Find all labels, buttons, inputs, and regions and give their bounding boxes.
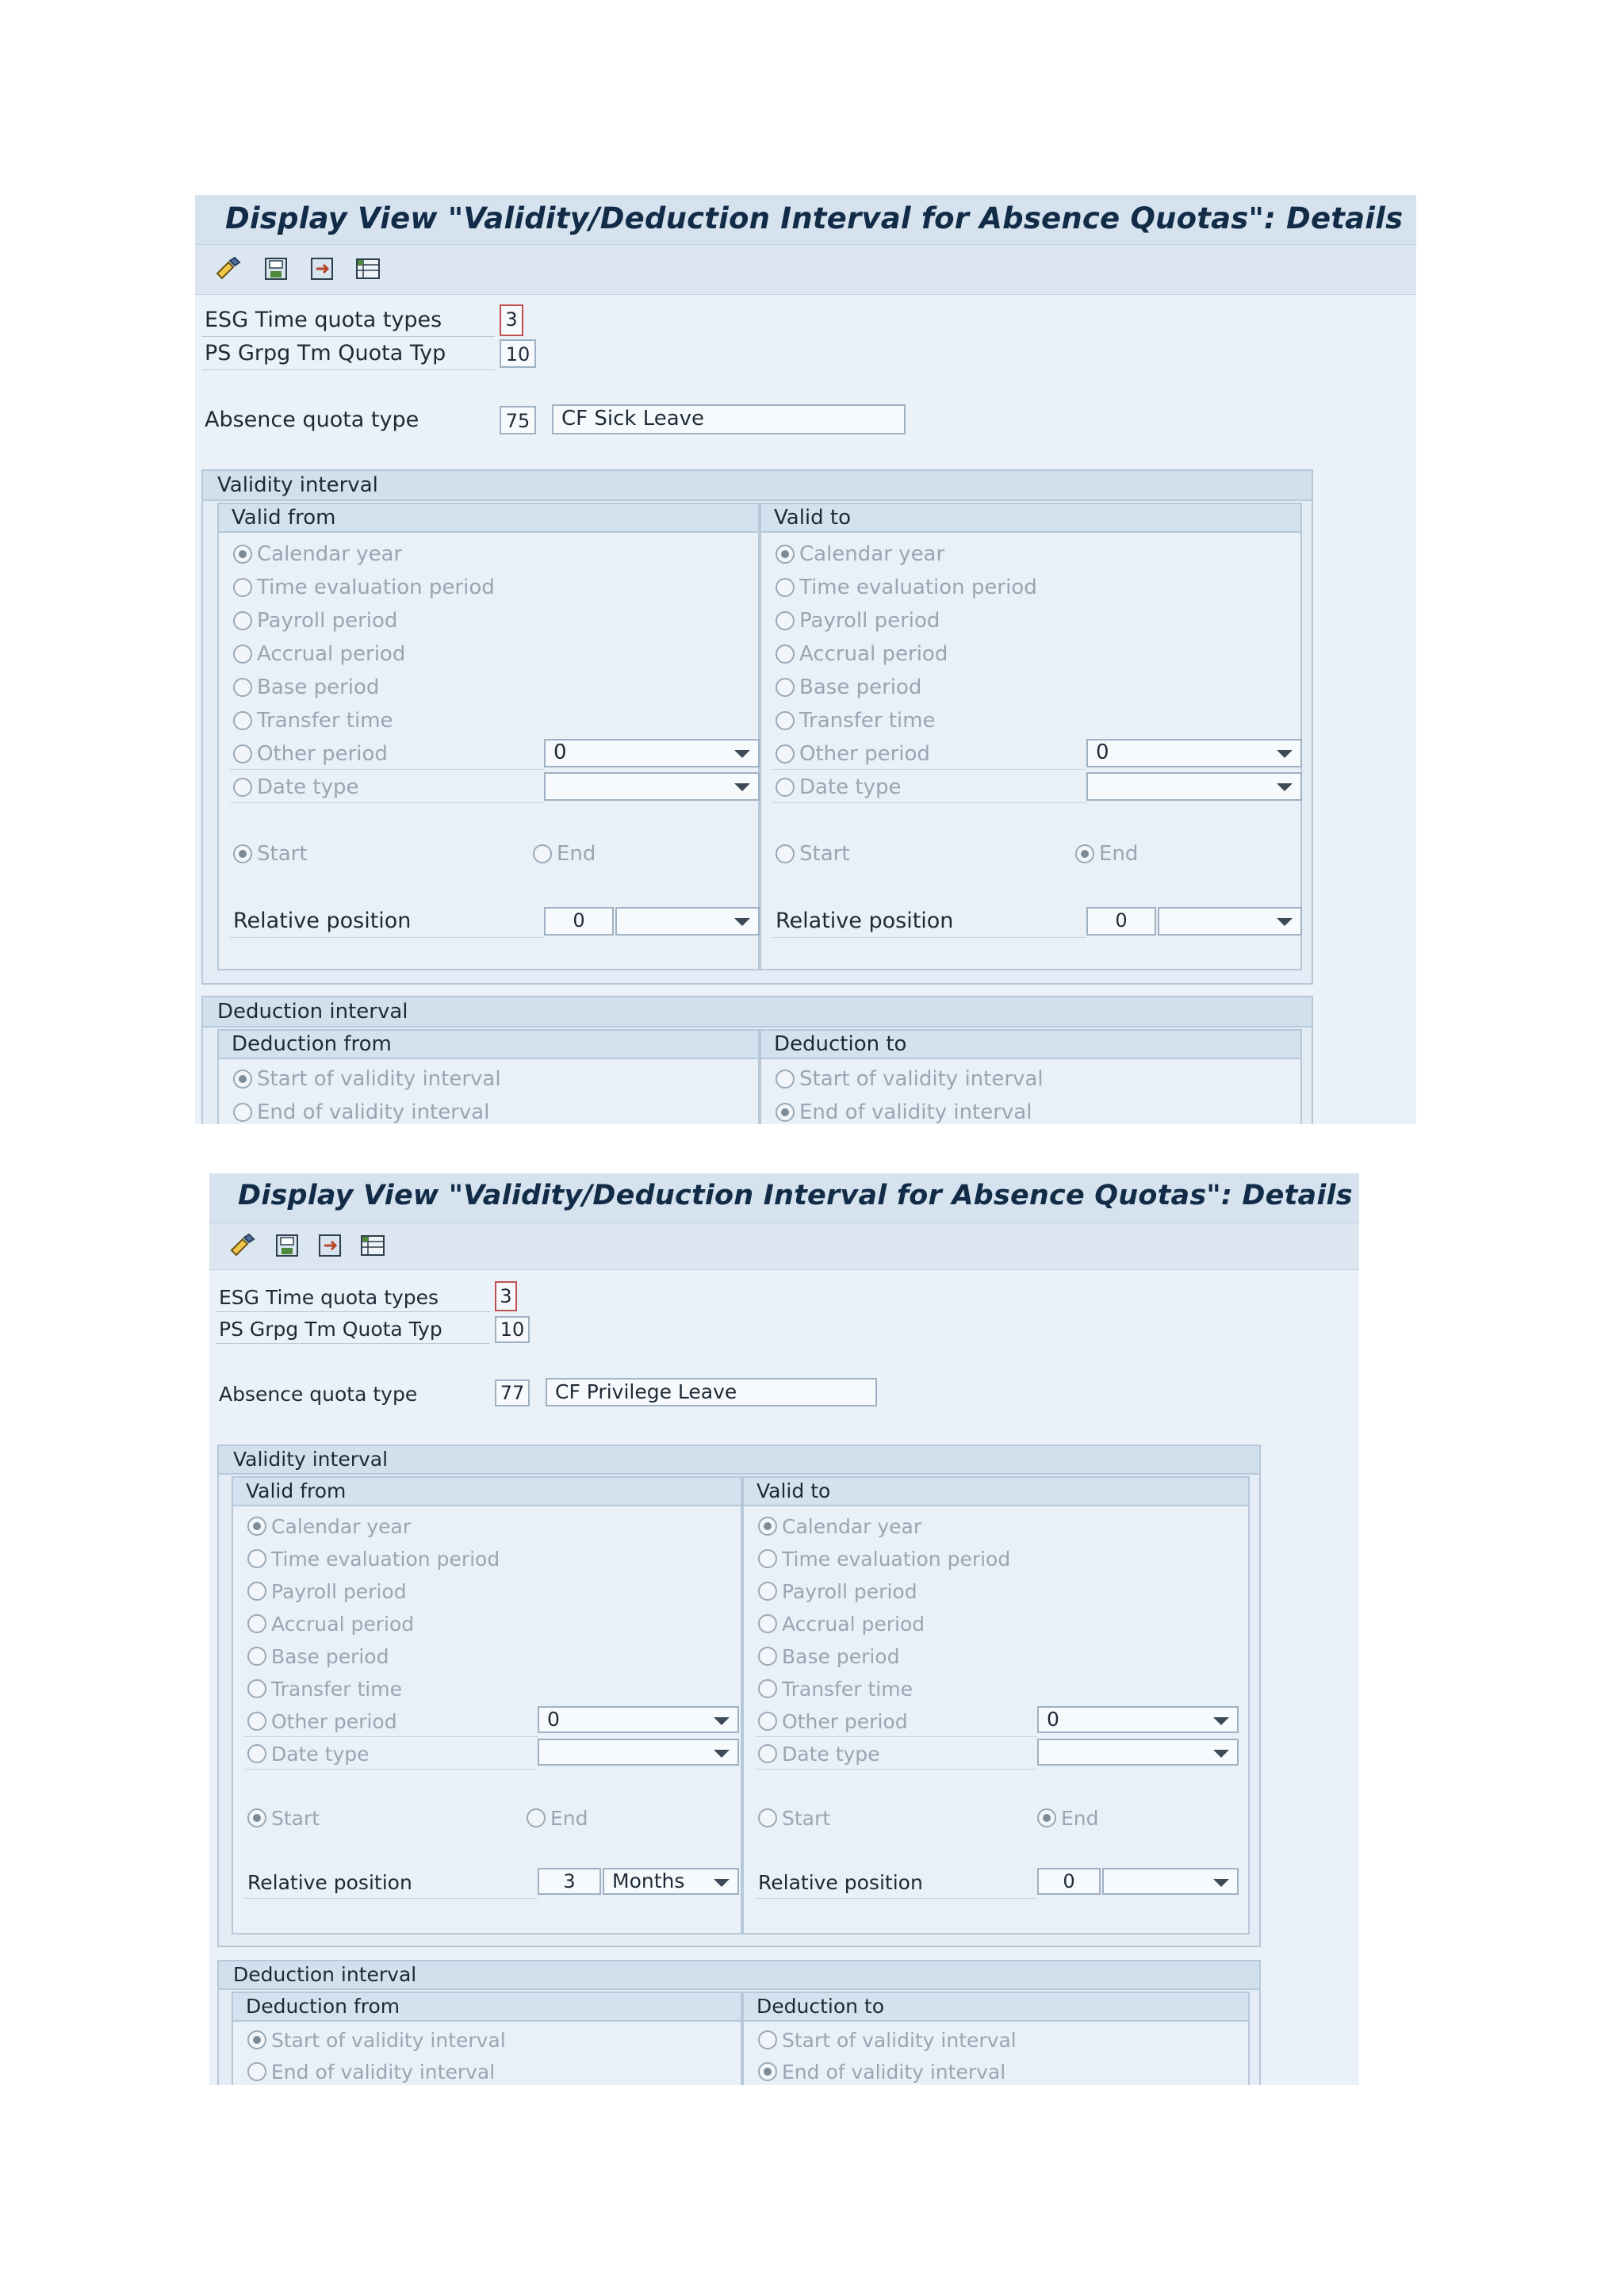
- radio-icon[interactable]: [758, 1614, 777, 1633]
- valid-to-relative-label: Relative position: [758, 1871, 923, 1894]
- chevron-down-icon: [1277, 783, 1293, 791]
- absence-quota-text: CF Privilege Leave: [546, 1378, 877, 1406]
- deduction-from-section: [217, 1029, 760, 1124]
- option-label: Start: [782, 1806, 831, 1830]
- option-label: End: [1061, 1806, 1099, 1830]
- deduction-to-start[interactable]: [758, 2026, 1017, 2053]
- divider: [755, 1736, 1037, 1737]
- radio-icon[interactable]: [776, 844, 795, 863]
- valid-to-other-period-select[interactable]: [1086, 739, 1302, 767]
- divider: [216, 1343, 490, 1344]
- radio-icon[interactable]: [233, 1070, 252, 1089]
- radio-icon[interactable]: [776, 578, 795, 597]
- radio-icon[interactable]: [758, 1647, 777, 1666]
- valid-from-relative-label: Relative position: [233, 909, 412, 933]
- divider: [244, 1769, 538, 1770]
- absence-quota-label: Absence quota type: [205, 408, 419, 432]
- chevron-down-icon: [734, 783, 750, 791]
- divider: [230, 769, 544, 770]
- option-label: Date type: [782, 1742, 880, 1766]
- radio-icon[interactable]: [527, 1808, 546, 1827]
- radio-icon[interactable]: [233, 1103, 252, 1122]
- psgrpg-label: PS Grpg Tm Quota Typ: [205, 341, 446, 365]
- radio-icon[interactable]: [247, 1679, 266, 1698]
- radio-icon[interactable]: [233, 545, 252, 564]
- valid-from-end[interactable]: [533, 840, 596, 867]
- select-value: 0: [1047, 1708, 1059, 1731]
- divider: [201, 336, 495, 337]
- absence-quota-text: CF Sick Leave: [552, 404, 906, 434]
- valid-from-relative-unit[interactable]: [603, 1868, 739, 1895]
- valid-to-relative-value[interactable]: 0: [1086, 907, 1156, 936]
- divider: [230, 802, 544, 803]
- valid-to-start[interactable]: [758, 1804, 830, 1831]
- radio-icon[interactable]: [247, 1582, 266, 1601]
- radio-icon[interactable]: [233, 645, 252, 664]
- deduction-from-start[interactable]: [247, 2026, 506, 2053]
- radio-icon[interactable]: [233, 711, 252, 730]
- radio-icon[interactable]: [247, 1549, 266, 1568]
- radio-icon[interactable]: [1075, 844, 1094, 863]
- option-label: Accrual period: [799, 642, 948, 666]
- radio-icon[interactable]: [758, 1808, 777, 1827]
- radio-icon[interactable]: [247, 1808, 266, 1827]
- divider: [755, 1898, 1037, 1899]
- valid-to-relative-unit[interactable]: [1158, 907, 1302, 936]
- option-label: End: [1099, 842, 1139, 866]
- deduction-to-section: [760, 1029, 1302, 1124]
- valid-from-header: Valid from: [233, 1478, 741, 1506]
- option-label: Date type: [271, 1742, 370, 1766]
- radio-icon[interactable]: [233, 678, 252, 697]
- valid-to-relative-unit[interactable]: [1102, 1868, 1239, 1895]
- deduction-from-end[interactable]: [233, 1099, 489, 1124]
- radio-icon[interactable]: [247, 1614, 266, 1633]
- option-label: Start of validity interval: [271, 2028, 506, 2052]
- option-label: Time evaluation period: [271, 1547, 500, 1571]
- option-label: Payroll period: [799, 609, 940, 633]
- option-label: Date type: [257, 775, 359, 799]
- valid-from-relative-value[interactable]: 3: [538, 1868, 601, 1895]
- export-icon[interactable]: [308, 254, 336, 283]
- deduction-to-end[interactable]: [776, 1099, 1032, 1124]
- valid-from-time-eval[interactable]: [233, 574, 495, 601]
- valid-to-date-type[interactable]: [758, 1740, 880, 1767]
- deduction-to-header: Deduction to: [744, 1993, 1248, 2022]
- valid-to-time-eval[interactable]: [758, 1545, 1010, 1572]
- chevron-down-icon: [714, 1750, 730, 1758]
- valid-from-header: Valid from: [219, 504, 758, 533]
- valid-to-other-period-select[interactable]: [1037, 1706, 1239, 1733]
- option-label: End: [557, 842, 596, 866]
- radio-icon[interactable]: [776, 778, 795, 797]
- radio-icon[interactable]: [233, 744, 252, 763]
- esg-label: ESG Time quota types: [219, 1286, 439, 1309]
- option-label: End: [550, 1806, 588, 1830]
- select-value: Months: [612, 1869, 685, 1892]
- radio-icon[interactable]: [758, 1582, 777, 1601]
- valid-from-base[interactable]: [247, 1643, 389, 1670]
- option-label: Transfer time: [799, 709, 936, 733]
- radio-icon[interactable]: [533, 844, 552, 863]
- option-label: Base period: [271, 1644, 389, 1668]
- chevron-down-icon: [714, 1879, 730, 1887]
- radio-icon[interactable]: [758, 1517, 777, 1536]
- valid-from-other-period[interactable]: [233, 740, 388, 767]
- deduction-from-end[interactable]: [247, 2058, 495, 2085]
- validity-interval-group: [201, 469, 1313, 985]
- option-label: Base period: [257, 675, 380, 699]
- chevron-down-icon: [714, 1717, 730, 1725]
- valid-to-payroll[interactable]: [758, 1578, 917, 1605]
- radio-icon[interactable]: [233, 778, 252, 797]
- radio-icon[interactable]: [758, 1679, 777, 1698]
- deduction-to-end[interactable]: [758, 2058, 1005, 2085]
- valid-to-payroll[interactable]: [776, 607, 940, 634]
- divider: [244, 1736, 538, 1737]
- valid-from-base[interactable]: [233, 674, 379, 701]
- absence-quota-label: Absence quota type: [219, 1383, 418, 1406]
- radio-icon[interactable]: [776, 645, 795, 664]
- option-label: Calendar year: [782, 1514, 922, 1538]
- valid-from-calendar-year[interactable]: [233, 541, 402, 568]
- psgrpg-input[interactable]: 10: [500, 339, 536, 368]
- valid-to-calendar-year[interactable]: [758, 1513, 921, 1540]
- radio-icon[interactable]: [233, 611, 252, 630]
- deduction-from-header: Deduction from: [219, 1031, 758, 1059]
- valid-from-date-type[interactable]: [247, 1740, 370, 1767]
- select-value: 0: [547, 1708, 560, 1731]
- esg-label: ESG Time quota types: [205, 308, 442, 332]
- valid-from-relative-unit[interactable]: [615, 907, 760, 936]
- option-label: Accrual period: [271, 1612, 415, 1636]
- valid-from-date-type[interactable]: [233, 774, 359, 801]
- toolbar: [195, 245, 1416, 295]
- option-label: Start of validity interval: [799, 1067, 1044, 1091]
- page-title: Display View "Validity/Deduction Interval for Absence Quotas": Details: [238, 1180, 1353, 1211]
- export-icon[interactable]: [316, 1231, 344, 1260]
- valid-to-time-eval[interactable]: [776, 574, 1037, 601]
- valid-from-other-period-select[interactable]: [544, 739, 760, 767]
- valid-from-payroll[interactable]: [233, 607, 397, 634]
- validity-interval-group: [217, 1445, 1261, 1947]
- valid-to-base[interactable]: [758, 1643, 899, 1670]
- glasses-pencil-icon[interactable]: [214, 254, 243, 283]
- deduction-from-start[interactable]: [233, 1066, 501, 1093]
- radio-icon[interactable]: [776, 678, 795, 697]
- valid-to-date-type-select[interactable]: [1086, 772, 1302, 801]
- toolbar: [209, 1223, 1359, 1270]
- valid-from-payroll[interactable]: [247, 1578, 407, 1605]
- option-label: Other period: [782, 1709, 908, 1733]
- deduction-to-start[interactable]: [776, 1066, 1044, 1093]
- page-title: Display View "Validity/Deduction Interval for Absence Quotas": Details: [225, 201, 1404, 235]
- valid-from-accrual[interactable]: [233, 641, 405, 668]
- title-bar: [209, 1173, 1359, 1223]
- esg-input[interactable]: 3: [500, 304, 523, 336]
- option-label: Calendar year: [257, 542, 403, 566]
- option-label: Start of validity interval: [257, 1067, 501, 1091]
- divider: [772, 937, 1086, 938]
- option-label: Calendar year: [799, 542, 945, 566]
- valid-from-start[interactable]: [233, 840, 308, 867]
- option-label: End of validity interval: [271, 2060, 496, 2084]
- option-label: Base period: [782, 1644, 900, 1668]
- divider: [230, 937, 544, 938]
- divider: [772, 802, 1086, 803]
- valid-to-relative-value[interactable]: 0: [1037, 1868, 1101, 1895]
- deduction-interval-header: Deduction interval: [219, 1961, 1259, 1990]
- divider: [755, 1769, 1037, 1770]
- chevron-down-icon: [734, 750, 750, 758]
- option-label: Accrual period: [782, 1612, 925, 1636]
- radio-icon[interactable]: [247, 2062, 266, 2081]
- radio-icon[interactable]: [776, 1070, 795, 1089]
- valid-from-time-eval[interactable]: [247, 1545, 500, 1572]
- option-label: End of validity interval: [257, 1100, 490, 1124]
- radio-icon[interactable]: [247, 1517, 266, 1536]
- valid-from-calendar-year[interactable]: [247, 1513, 411, 1540]
- radio-icon[interactable]: [1037, 1808, 1056, 1827]
- table-view-icon[interactable]: [354, 254, 382, 283]
- deduction-to-section: [742, 1992, 1250, 2085]
- divider: [216, 1311, 490, 1312]
- radio-icon[interactable]: [758, 2030, 777, 2049]
- radio-icon[interactable]: [247, 1647, 266, 1666]
- option-label: Start: [271, 1806, 320, 1830]
- title-bar: [195, 195, 1416, 245]
- radio-icon[interactable]: [247, 1712, 266, 1731]
- option-label: Other period: [271, 1709, 397, 1733]
- valid-from-section: [232, 1476, 742, 1934]
- divider: [244, 1898, 538, 1899]
- psgrpg-label: PS Grpg Tm Quota Typ: [219, 1318, 442, 1341]
- screen-2: [209, 1173, 1359, 2085]
- valid-to-start[interactable]: [776, 840, 850, 867]
- option-label: Transfer time: [271, 1677, 402, 1701]
- valid-to-other-period[interactable]: [758, 1708, 908, 1735]
- option-label: Start: [799, 842, 850, 866]
- option-label: Time evaluation period: [799, 576, 1037, 599]
- valid-to-date-type[interactable]: [776, 774, 902, 801]
- option-label: Other period: [257, 742, 388, 766]
- option-label: Other period: [799, 742, 930, 766]
- divider: [201, 369, 495, 370]
- valid-from-transfer[interactable]: [233, 707, 393, 734]
- radio-icon[interactable]: [758, 2062, 777, 2081]
- option-label: Transfer time: [257, 709, 393, 733]
- option-label: Payroll period: [271, 1579, 407, 1603]
- radio-icon[interactable]: [776, 711, 795, 730]
- chevron-down-icon: [1277, 750, 1293, 758]
- validity-interval-header: Validity interval: [219, 1446, 1259, 1475]
- deduction-interval-group: [217, 1960, 1261, 2085]
- radio-icon[interactable]: [233, 844, 252, 863]
- option-label: Transfer time: [782, 1677, 913, 1701]
- valid-from-other-period[interactable]: [247, 1708, 397, 1735]
- valid-to-end[interactable]: [1075, 840, 1138, 867]
- select-value: 0: [1096, 740, 1109, 764]
- radio-icon[interactable]: [776, 744, 795, 763]
- option-label: Base period: [799, 675, 922, 699]
- radio-icon[interactable]: [758, 1549, 777, 1568]
- deduction-interval-header: Deduction interval: [203, 997, 1312, 1027]
- absence-quota-code[interactable]: 75: [500, 406, 536, 434]
- chevron-down-icon: [734, 918, 750, 926]
- option-label: Start of validity interval: [782, 2028, 1017, 2052]
- option-label: Accrual period: [257, 642, 406, 666]
- valid-from-relative-label: Relative position: [247, 1871, 412, 1894]
- deduction-interval-group: [201, 996, 1313, 1124]
- valid-to-transfer[interactable]: [758, 1675, 913, 1702]
- divider: [772, 769, 1086, 770]
- valid-from-other-period-select[interactable]: [538, 1706, 739, 1733]
- valid-to-base[interactable]: [776, 674, 921, 701]
- valid-to-accrual[interactable]: [776, 641, 948, 668]
- save-icon[interactable]: [273, 1231, 301, 1260]
- valid-to-date-type-select[interactable]: [1037, 1739, 1239, 1766]
- chevron-down-icon: [1213, 1750, 1229, 1758]
- radio-icon[interactable]: [233, 578, 252, 597]
- radio-icon[interactable]: [758, 1712, 777, 1731]
- valid-from-start[interactable]: [247, 1804, 320, 1831]
- save-icon[interactable]: [262, 254, 290, 283]
- radio-icon[interactable]: [758, 1744, 777, 1763]
- valid-to-accrual[interactable]: [758, 1610, 925, 1637]
- radio-icon[interactable]: [776, 611, 795, 630]
- option-label: Payroll period: [782, 1579, 917, 1603]
- chevron-down-icon: [1213, 1879, 1229, 1887]
- chevron-down-icon: [1277, 918, 1293, 926]
- absence-quota-code[interactable]: 77: [495, 1380, 530, 1406]
- valid-to-header: Valid to: [744, 1478, 1248, 1506]
- radio-icon[interactable]: [776, 1103, 795, 1122]
- option-label: Calendar year: [271, 1514, 412, 1538]
- option-label: End of validity interval: [782, 2060, 1006, 2084]
- option-label: End of validity interval: [799, 1100, 1032, 1124]
- valid-to-end[interactable]: [1037, 1804, 1099, 1831]
- valid-from-relative-value[interactable]: 0: [544, 907, 614, 936]
- select-value: 0: [553, 740, 567, 764]
- screen-1: [195, 195, 1416, 1124]
- validity-interval-header: Validity interval: [203, 471, 1312, 501]
- valid-to-header: Valid to: [761, 504, 1300, 533]
- valid-from-end[interactable]: [527, 1804, 588, 1831]
- chevron-down-icon: [1213, 1717, 1229, 1725]
- psgrpg-input[interactable]: 10: [495, 1316, 530, 1343]
- valid-from-accrual[interactable]: [247, 1610, 414, 1637]
- valid-to-other-period[interactable]: [776, 740, 930, 767]
- option-label: Date type: [799, 775, 902, 799]
- valid-to-transfer[interactable]: [776, 707, 936, 734]
- table-view-icon[interactable]: [358, 1231, 387, 1260]
- esg-input[interactable]: 3: [495, 1281, 517, 1311]
- valid-from-date-type-select[interactable]: [538, 1739, 739, 1766]
- option-label: Time evaluation period: [257, 576, 495, 599]
- valid-from-transfer[interactable]: [247, 1675, 402, 1702]
- deduction-to-header: Deduction to: [761, 1031, 1300, 1059]
- radio-icon[interactable]: [776, 545, 795, 564]
- valid-from-section: [217, 503, 760, 970]
- deduction-from-header: Deduction from: [233, 1993, 741, 2022]
- option-label: Start: [257, 842, 308, 866]
- glasses-pencil-icon[interactable]: [228, 1231, 257, 1260]
- valid-to-calendar-year[interactable]: [776, 541, 944, 568]
- valid-to-relative-label: Relative position: [776, 909, 954, 933]
- valid-to-section: [742, 1476, 1250, 1934]
- radio-icon[interactable]: [247, 2030, 266, 2049]
- valid-from-date-type-select[interactable]: [544, 772, 760, 801]
- radio-icon[interactable]: [247, 1744, 266, 1763]
- deduction-from-section: [232, 1992, 742, 2085]
- valid-to-section: [760, 503, 1302, 970]
- option-label: Payroll period: [257, 609, 398, 633]
- option-label: Time evaluation period: [782, 1547, 1011, 1571]
